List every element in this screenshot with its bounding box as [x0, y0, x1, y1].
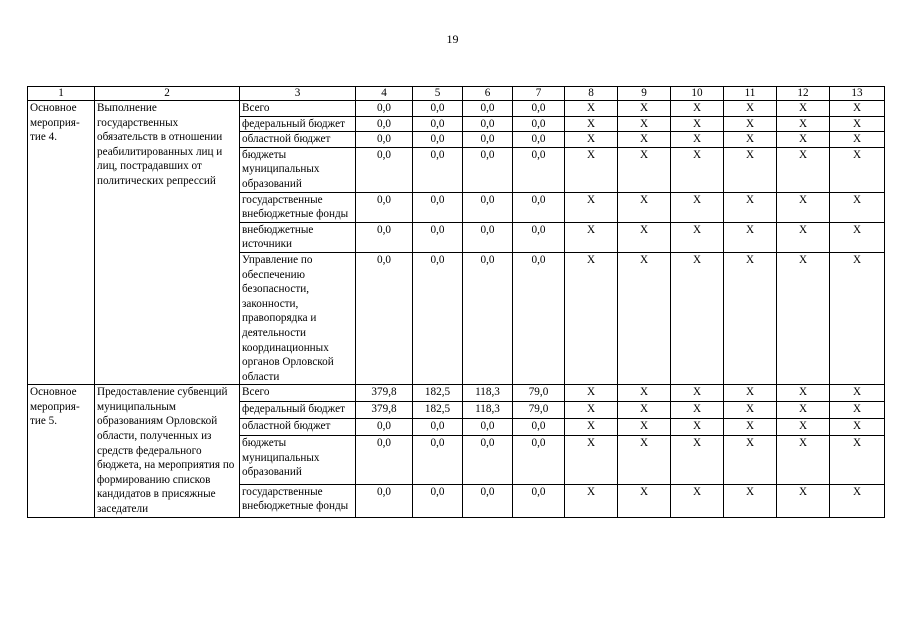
- indicator-cell: X: [671, 484, 724, 517]
- indicator-cell: X: [830, 222, 885, 252]
- indicator-cell: X: [565, 116, 618, 132]
- amount-cell: 0,0: [356, 116, 413, 132]
- indicator-cell: X: [830, 147, 885, 192]
- indicator-cell: X: [830, 101, 885, 117]
- indicator-cell: X: [671, 147, 724, 192]
- indicator-cell: X: [777, 252, 830, 384]
- amount-cell: 0,0: [356, 419, 413, 436]
- amount-cell: 0,0: [356, 132, 413, 148]
- indicator-cell: X: [777, 484, 830, 517]
- page-number: 19: [446, 32, 459, 46]
- funding-source: Всего: [240, 101, 356, 117]
- indicator-cell: X: [671, 385, 724, 402]
- indicator-cell: X: [618, 147, 671, 192]
- amount-cell: 0,0: [513, 116, 565, 132]
- indicator-cell: X: [830, 436, 885, 485]
- column-header: 12: [777, 87, 830, 101]
- column-header: 1: [28, 87, 95, 101]
- indicator-cell: X: [565, 132, 618, 148]
- amount-cell: 0,0: [513, 419, 565, 436]
- amount-cell: 0,0: [413, 419, 463, 436]
- indicator-cell: X: [671, 402, 724, 419]
- amount-cell: 0,0: [463, 252, 513, 384]
- amount-cell: 0,0: [413, 436, 463, 485]
- amount-cell: 0,0: [356, 101, 413, 117]
- indicator-cell: X: [724, 192, 777, 222]
- funding-source: бюджеты муниципальных образований: [240, 436, 356, 485]
- indicator-cell: X: [830, 192, 885, 222]
- indicator-cell: X: [830, 116, 885, 132]
- indicator-cell: X: [724, 132, 777, 148]
- indicator-cell: X: [565, 192, 618, 222]
- indicator-cell: X: [618, 419, 671, 436]
- column-header: 3: [240, 87, 356, 101]
- funding-source: внебюджетные источники: [240, 222, 356, 252]
- indicator-cell: X: [565, 385, 618, 402]
- indicator-cell: X: [830, 252, 885, 384]
- indicator-cell: X: [724, 252, 777, 384]
- funding-source: областной бюджет: [240, 419, 356, 436]
- amount-cell: 0,0: [413, 484, 463, 517]
- amount-cell: 118,3: [463, 402, 513, 419]
- indicator-cell: X: [777, 192, 830, 222]
- table-body: [28, 101, 885, 518]
- indicator-cell: X: [565, 419, 618, 436]
- amount-cell: 0,0: [356, 222, 413, 252]
- indicator-cell: X: [724, 101, 777, 117]
- amount-cell: 379,8: [356, 385, 413, 402]
- indicator-cell: X: [724, 385, 777, 402]
- indicator-cell: X: [565, 101, 618, 117]
- funding-source: Управление по обеспечению безопасности, законности, правопорядка и деятельности координационных органов Орловской области: [240, 252, 356, 384]
- indicator-cell: X: [565, 252, 618, 384]
- indicator-cell: X: [565, 402, 618, 419]
- table-row: [28, 101, 885, 117]
- indicator-cell: X: [671, 252, 724, 384]
- header-row: [28, 87, 885, 101]
- indicator-cell: X: [724, 484, 777, 517]
- indicator-cell: X: [618, 252, 671, 384]
- indicator-cell: X: [618, 192, 671, 222]
- indicator-cell: X: [777, 116, 830, 132]
- column-header: 5: [413, 87, 463, 101]
- indicator-cell: X: [618, 402, 671, 419]
- amount-cell: 0,0: [513, 147, 565, 192]
- funding-source: государственные внебюджетные фонды: [240, 192, 356, 222]
- amount-cell: 0,0: [356, 252, 413, 384]
- amount-cell: 0,0: [413, 252, 463, 384]
- amount-cell: 0,0: [513, 101, 565, 117]
- indicator-cell: X: [777, 132, 830, 148]
- amount-cell: 0,0: [413, 147, 463, 192]
- amount-cell: 0,0: [413, 116, 463, 132]
- indicator-cell: X: [777, 436, 830, 485]
- indicator-cell: X: [777, 402, 830, 419]
- indicator-cell: X: [777, 222, 830, 252]
- funding-source: областной бюджет: [240, 132, 356, 148]
- amount-cell: 0,0: [463, 436, 513, 485]
- amount-cell: 0,0: [463, 222, 513, 252]
- amount-cell: 0,0: [513, 222, 565, 252]
- indicator-cell: X: [777, 419, 830, 436]
- column-header: 6: [463, 87, 513, 101]
- indicator-cell: X: [830, 419, 885, 436]
- amount-cell: 182,5: [413, 402, 463, 419]
- indicator-cell: X: [565, 436, 618, 485]
- activity-description: Выполнение государственных обязательств в отношении реабилитированных лиц и лиц, пострадавших от политических репрессий: [95, 101, 240, 385]
- amount-cell: 0,0: [413, 192, 463, 222]
- funding-source: государственные внебюджетные фонды: [240, 484, 356, 517]
- column-header: 9: [618, 87, 671, 101]
- indicator-cell: X: [671, 116, 724, 132]
- amount-cell: 0,0: [463, 484, 513, 517]
- indicator-cell: X: [724, 116, 777, 132]
- amount-cell: 0,0: [356, 192, 413, 222]
- amount-cell: 0,0: [413, 222, 463, 252]
- indicator-cell: X: [618, 385, 671, 402]
- amount-cell: 182,5: [413, 385, 463, 402]
- amount-cell: 0,0: [463, 192, 513, 222]
- amount-cell: 0,0: [513, 436, 565, 485]
- indicator-cell: X: [565, 484, 618, 517]
- indicator-cell: X: [777, 385, 830, 402]
- funding-source: федеральный бюджет: [240, 116, 356, 132]
- indicator-cell: X: [830, 132, 885, 148]
- amount-cell: 0,0: [356, 147, 413, 192]
- indicator-cell: X: [618, 101, 671, 117]
- indicator-cell: X: [724, 222, 777, 252]
- amount-cell: 0,0: [513, 484, 565, 517]
- column-header: 7: [513, 87, 565, 101]
- amount-cell: 0,0: [463, 419, 513, 436]
- amount-cell: 0,0: [463, 132, 513, 148]
- activity-description: Предоставление субвенций муниципальным образованиям Орловской области, полученных из средств федерального бюджета, на мероприятия по формированию списков кандидатов в присяжные заседатели: [95, 385, 240, 517]
- amount-cell: 379,8: [356, 402, 413, 419]
- indicator-cell: X: [777, 147, 830, 192]
- indicator-cell: X: [671, 436, 724, 485]
- funding-source: федеральный бюджет: [240, 402, 356, 419]
- indicator-cell: X: [618, 116, 671, 132]
- amount-cell: 0,0: [413, 101, 463, 117]
- indicator-cell: X: [724, 147, 777, 192]
- funding-source: бюджеты муниципальных образований: [240, 147, 356, 192]
- column-header: 11: [724, 87, 777, 101]
- amount-cell: 0,0: [513, 252, 565, 384]
- indicator-cell: X: [830, 385, 885, 402]
- amount-cell: 0,0: [463, 147, 513, 192]
- indicator-cell: X: [724, 436, 777, 485]
- amount-cell: 0,0: [513, 192, 565, 222]
- table-row: [28, 385, 885, 402]
- amount-cell: 79,0: [513, 402, 565, 419]
- indicator-cell: X: [671, 192, 724, 222]
- column-header: 4: [356, 87, 413, 101]
- indicator-cell: X: [671, 101, 724, 117]
- amount-cell: 0,0: [356, 484, 413, 517]
- amount-cell: 0,0: [413, 132, 463, 148]
- column-header: 8: [565, 87, 618, 101]
- column-header: 13: [830, 87, 885, 101]
- indicator-cell: X: [618, 484, 671, 517]
- amount-cell: 79,0: [513, 385, 565, 402]
- indicator-cell: X: [618, 222, 671, 252]
- budget-table: [27, 86, 885, 518]
- indicator-cell: X: [671, 132, 724, 148]
- indicator-cell: X: [671, 419, 724, 436]
- amount-cell: 0,0: [463, 116, 513, 132]
- amount-cell: 118,3: [463, 385, 513, 402]
- amount-cell: 0,0: [463, 101, 513, 117]
- indicator-cell: X: [671, 222, 724, 252]
- indicator-cell: X: [830, 484, 885, 517]
- activity-number: Основное мероприя-тие 4.: [28, 101, 95, 385]
- indicator-cell: X: [830, 402, 885, 419]
- indicator-cell: X: [565, 147, 618, 192]
- indicator-cell: X: [565, 222, 618, 252]
- indicator-cell: X: [777, 101, 830, 117]
- funding-source: Всего: [240, 385, 356, 402]
- indicator-cell: X: [618, 132, 671, 148]
- indicator-cell: X: [724, 402, 777, 419]
- indicator-cell: X: [724, 419, 777, 436]
- column-header: 10: [671, 87, 724, 101]
- activity-number: Основное мероприя-тие 5.: [28, 385, 95, 517]
- column-header: 2: [95, 87, 240, 101]
- amount-cell: 0,0: [356, 436, 413, 485]
- indicator-cell: X: [618, 436, 671, 485]
- amount-cell: 0,0: [513, 132, 565, 148]
